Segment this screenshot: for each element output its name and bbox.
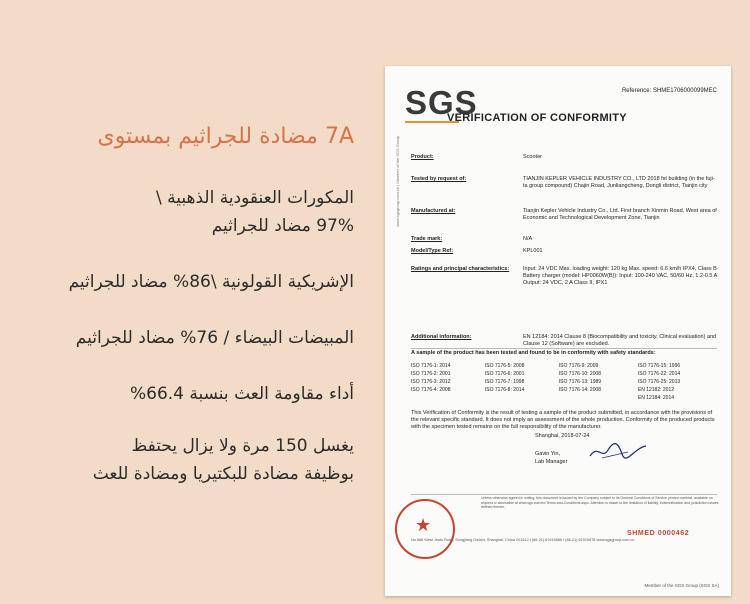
feature-line: بوظيفة مضادة للبكتيريا ومضادة للعث xyxy=(92,464,354,484)
panel-title: 7A مضادة للجراثيم بمستوى xyxy=(97,124,354,149)
feature-line: الإشريكية القولونية \86% مضاد للجراثيم xyxy=(68,272,354,292)
signer-name: Gavin Yin, xyxy=(535,451,561,457)
feature-line: المبيضات البيضاء / 76% مضاد للجراثيم xyxy=(75,328,354,348)
table-row: ISO 7176-2: 2001 ISO 7176-6: 2001 ISO 7176-10: 2008 ISO 7176-22: 2014 xyxy=(411,371,681,377)
footer-address: No.588 West Jindu Road, Songjiang District, Shanghai, China 201612 t (86-21) 61915666 f (86-21) 61915678 www.sgsgroup.com.cn xyxy=(411,538,635,542)
feature-line: يغسل 150 مرة ولا يزال يحتفظ xyxy=(131,436,354,456)
divider xyxy=(411,494,717,495)
member-line: Member of the SGS Group (SGS SA) xyxy=(644,583,719,588)
place-date: Shanghai, 2018-07-24 xyxy=(535,433,590,439)
signer-role: Lab Manager xyxy=(535,459,568,465)
signature-icon xyxy=(588,440,648,462)
sgs-logo: SGS xyxy=(405,84,478,121)
table-row: ISO 7176-3: 2012 ISO 7176-7: 1998 ISO 7176-13: 1989 ISO 7176-25: 2013 xyxy=(411,379,681,385)
feature-line: 97% مضاد للجراثيم xyxy=(211,216,354,236)
conformity-statement: This Verification of Conformity is the result of testing a sample of the product submitted, in accordance with the provisions of the relevant specific standard. It does not imply an assessment of the whole production. Conformity of the produced products with the specimen tested remains on the full responsibility of the manufacturer. xyxy=(411,410,715,430)
sgs-certificate: SGS Reference: SHME1706000099MEC VERIFICATION OF CONFORMITY www.sgsgroup.com.cn | Member of the SGS Group Product: Scooter Tested by request of: TIANJIN KEPLER VEHICLE INDUSTRY CO., LTD 2018 fst building (in the fuji-ta group compound) Chajin Road, Junliangcheng, Dongli district, Tianjin city Manufactured at: Tianjin Kepler Vehicle Industry Co., Ltd. First branch Xinmin Road, West area of Economic and Technological Development Zone, Tianjin Trade mark: N/A Model/Type Ref: KPL001 Ratings and principal characteristics: Input: 24 VDC Max. loading weight: 120 kg Max. speed: 6.6 km/h IPX4, Class B Battery charger (model: HP0060W(B)): Input: 100-240 VAC, 50/60 Hz, 1.2-0.5 A Output: 24 VDC, 2 A Class II, IPX1 Additional information: EN 12184: 2014 Clause 8 (Biocompatibility and toxicity, Clinical evaluation) and Clause 12 (Software) are excluded. A sample of the product has been tested and found to be in conformity with safety standards: ISO 7176-1: 2014 ISO 7176-5: 2008 ISO 7176-9: 2009 ISO 7176-15: 1996 ISO 7176-2: 2001 ISO 7176-6: 2001 ISO 7176-10: 2008 ISO 7176-22: 2014 ISO 7176-3: 2012 ISO 7176-7: 1998 ISO 7176-13: 1989 ISO 7176-25: 2013 ISO 7176-4: 2008 ISO 7176-8: 2014 ISO 7176-14: 2008 EN 12182: 2012 EN 12184: 2014 This Verification of Conformity is the result of testing a sample of the product submitted, in accordance with the provisions of the relevant specific standard. It does not imply an assessment of the whole production. Conformity of the produced products with the specimen tested remains on the full responsibility of the manufacturer. Shanghai, 2018-07-24 Gavin Yin, Lab Manager ★ Unless otherwise agreed in writing, this document is issued by the Company subject to its General Conditions of Service printed overleaf, available on request or accessible at www.sgs.com/en/Terms-and-Conditions.aspx. Attention is drawn to the limitation of liability, indemnification and jurisdiction issues defined therein. SHMED 0000462 No.588 West Jindu Road, Songjiang District, Shanghai, China 201612 t (86-21) 61915666 f (86-21) 61915678 www.sgsgroup.com.cn Member of the SGS Group (SGS SA) xyxy=(385,66,731,596)
table-row: EN 12184: 2014 xyxy=(637,395,675,401)
feature-line: أداء مقاومة العث بنسبة 66.4% xyxy=(129,384,354,404)
feature-line: المكورات العنقودية الذهبية \ xyxy=(156,188,354,208)
table-row: ISO 7176-1: 2014 ISO 7176-5: 2008 ISO 7176-9: 2009 ISO 7176-15: 1996 xyxy=(411,363,681,369)
table-row: ISO 7176-4: 2008 ISO 7176-8: 2014 ISO 7176-14: 2008 EN 12182: 2012 xyxy=(411,387,675,393)
fine-print: Unless otherwise agreed in writing, this document is issued by the Company subject to its General Conditions of Service printed overleaf, available on request or accessible at www.sgs.com/en/Terms-and-Conditions.aspx. Attention is drawn to the limitation of liability, indemnification and jurisdiction issues defined therein. xyxy=(481,496,719,509)
divider xyxy=(411,348,717,349)
official-seal-icon: ★ xyxy=(395,499,455,559)
reference-number: Reference: SHME1706000099MEC xyxy=(621,88,717,94)
sample-statement: A sample of the product has been tested and found to be in conformity with safety standards: xyxy=(411,350,656,356)
standards-table xyxy=(411,362,717,402)
certificate-side-text: www.sgsgroup.com.cn | Member of the SGS Group xyxy=(395,136,400,227)
serial-number: SHMED 0000462 xyxy=(627,530,690,537)
certificate-title: VERIFICATION OF CONFORMITY xyxy=(447,112,627,124)
signature-block xyxy=(535,432,589,466)
